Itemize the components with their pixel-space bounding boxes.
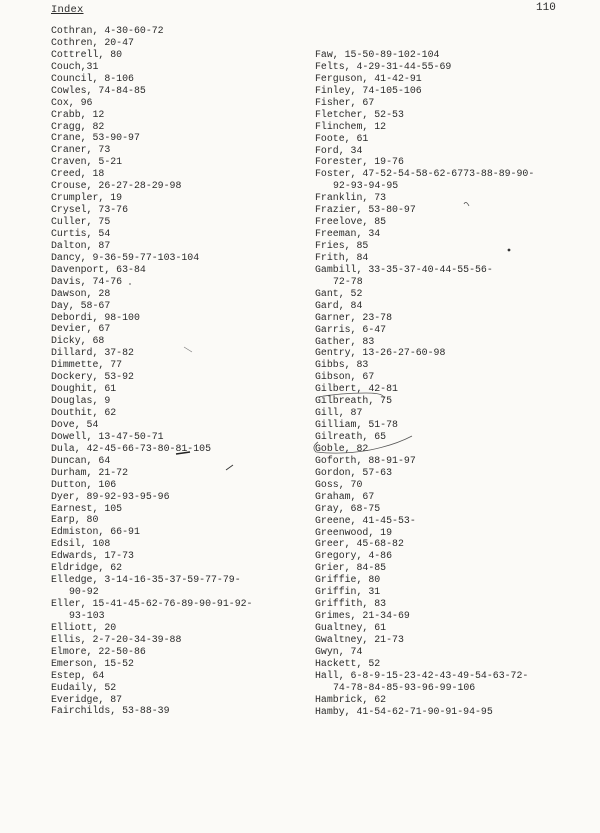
index-entry: Dowell, 13-47-50-71 [51,430,164,442]
index-entry: Dula, 42-45-66-73-80-81-105 [51,442,212,454]
index-entry: Day, 58-67 [51,299,111,311]
index-entry: Fisher, 67 [315,96,375,108]
index-entry: Gilbreath, 75 [315,395,393,407]
index-entry: Creed, 18 [51,168,105,180]
index-entry: Gwyn, 74 [315,645,363,657]
index-entry: Cothren, 20-47 [51,36,134,48]
index-entry: Ford, 34 [315,144,363,156]
index-entry: Elliott, 20 [51,621,117,633]
index-entry: Dancy, 9-36-59-77-103-104 [51,251,200,263]
index-entry: Durham, 21-72 [51,466,129,478]
index-entry: Dutton, 106 [51,478,117,490]
index-entry: Garner, 23-78 [315,311,393,323]
index-entry: Grier, 84-85 [315,562,387,574]
index-entry: Garris, 6-47 [315,323,387,335]
index-entry: Flinchem, 12 [315,120,387,132]
index-entry: Eudaily, 52 [51,681,117,693]
index-entry-continuation: 72-78 [333,275,363,287]
index-entry: Foster, 47-52-54-58-62-6773-88-89-90- [315,168,535,180]
index-entry: Hall, 6-8-9-15-23-42-43-49-54-63-72- [315,669,529,681]
index-entry: Hackett, 52 [315,657,381,669]
index-entry: Ferguson, 41-42-91 [315,72,422,84]
index-entry: Devier, 67 [51,323,111,335]
index-entry: Emerson, 15-52 [51,657,134,669]
index-entry: Duncan, 64 [51,454,111,466]
index-entry: Dillard, 37-82 [51,347,134,359]
index-entry: Cowles, 74-84-85 [51,84,146,96]
index-entry: Foote, 61 [315,132,369,144]
index-entry: Earp, 80 [51,514,99,526]
index-entry: Gregory, 4-86 [315,550,393,562]
index-entry: Finley, 74-105-106 [315,84,422,96]
index-entry: Greene, 41-45-53- [315,514,416,526]
index-entry: Fries, 85 [315,240,369,251]
index-entry: Greenwood, 19 [315,526,393,538]
index-entry: Edmiston, 66-91 [51,526,140,538]
index-entry: Crouse, 26-27-28-29-98 [51,180,182,192]
index-heading: Index [51,4,84,16]
index-entry: Doughit, 61 [51,383,117,395]
index-entry: Griffie, 80 [315,574,381,586]
index-entry: Gibbs, 83 [315,359,369,371]
index-entry: Franklin, 73 [315,192,387,204]
index-entry: Fletcher, 52-53 [315,108,404,120]
index-entry: Gualtney, 61 [315,622,387,633]
index-entry: Dalton, 87 [51,239,111,251]
index-entry: Hamby, 41-54-62-71-90-91-94-95 [315,705,493,717]
index-entry: Gill, 87 [315,407,363,419]
index-entry: Gwaltney, 21-73 [315,633,404,645]
index-entry: Craven, 5-21 [51,156,123,168]
index-entry: Gentry, 13-26-27-60-98 [315,347,446,359]
index-entry: Cottrell, 80 [51,48,123,60]
index-entry: Gilbert, 42-81 [315,383,398,395]
index-entry: Crabb, 12 [51,108,105,120]
index-entry: Curtis, 54 [51,227,111,239]
index-entry: Gray, 68-75 [315,502,381,514]
index-entry: Fairchilds, 53-88-39 [51,705,170,717]
index-entry: Estep, 64 [51,669,105,681]
index-entry: Frazier, 53-80-97 [315,204,416,216]
index-entry: Cragg, 82 [51,120,105,132]
index-entry: Debordi, 98-100 [51,311,140,323]
index-entry: Crumpler, 19 [51,192,123,204]
index-entry: Davenport, 63-84 [51,263,146,275]
index-entry: Craner, 73 [51,144,111,156]
index-entry: Grimes, 21-34-69 [315,610,410,622]
index-entry: Crane, 53-90-97 [51,132,140,144]
index-entry-continuation: 92-93-94-95 [333,180,399,192]
index-entry: Forester, 19-76 [315,156,404,168]
index-entry: Gilliam, 51-78 [315,419,398,431]
index-entry: Eldridge, 62 [51,562,123,574]
index-entry: Cothran, 4-30-60-72 [51,25,164,36]
index-entry: Griffin, 31 [315,586,381,598]
index-entry: Gard, 84 [315,299,363,311]
index-entry: Goss, 70 [315,478,363,490]
index-entry: Elmore, 22-50-86 [51,645,146,657]
index-entry: Elledge, 3-14-16-35-37-59-77-79- [51,574,241,586]
index-entry: Eller, 15-41-45-62-76-89-90-91-92- [51,598,253,609]
index-entry: Douthit, 62 [51,407,117,418]
index-entry: Dockery, 53-92 [51,371,134,383]
index-entry: Goble, 82 [315,442,369,454]
index-entry: Culler, 75 [51,216,111,227]
index-entry: Earnest, 105 [51,502,123,514]
index-entry: Couch,31 [51,60,99,72]
index-entry: Gibson, 67 [315,371,375,383]
index-entry: Dimmette, 77 [51,359,123,371]
page-number: 110 [536,2,556,14]
index-entry: Griffith, 83 [315,598,387,610]
index-entry: Council, 8-106 [51,72,134,84]
index-entry: Dawson, 28 [51,287,111,299]
index-entry: Hambrick, 62 [315,693,387,705]
index-entry: Davis, 74-76 [51,275,123,287]
index-entry: Dyer, 89-92-93-95-96 [51,490,170,502]
index-entry: Graham, 67 [315,490,375,502]
index-entry: Gambill, 33-35-37-40-44-55-56- [315,263,493,275]
index-entry: Douglas, 9 [51,395,111,407]
index-entry: Ellis, 2-7-20-34-39-88 [51,633,182,645]
index-entry: Freelove, 85 [315,216,387,228]
index-entry: Dicky, 68 [51,335,105,347]
index-entry: Freeman, 34 [315,228,381,240]
index-entry: Gather, 83 [315,335,375,347]
index-entry: Gant, 52 [315,287,363,299]
index-entry: Dove, 54 [51,418,99,430]
index-entry: Cox, 96 [51,96,93,108]
index-entry-continuation: 90-92 [69,586,99,598]
index-entry: Goforth, 88-91-97 [315,454,416,466]
index-entry-continuation: 93-103 [69,609,105,621]
index-entry: Frith, 84 [315,251,369,263]
index-entry: Gordon, 57-63 [315,466,393,478]
index-entry: Felts, 4-29-31-44-55-69 [315,60,452,72]
index-entry: Faw, 15-50-89-102-104 [315,49,440,60]
index-entry: Edwards, 17-73 [51,550,134,562]
index-entry: Greer, 45-68-82 [315,538,404,550]
index-entry-continuation: 74-78-84-85-93-96-99-106 [333,681,476,693]
index-entry: Gilreath, 65 [315,431,387,442]
index-entry: Crysel, 73-76 [51,204,129,216]
index-entry: Edsil, 108 [51,538,111,550]
index-entry: Everidge, 87 [51,693,123,705]
